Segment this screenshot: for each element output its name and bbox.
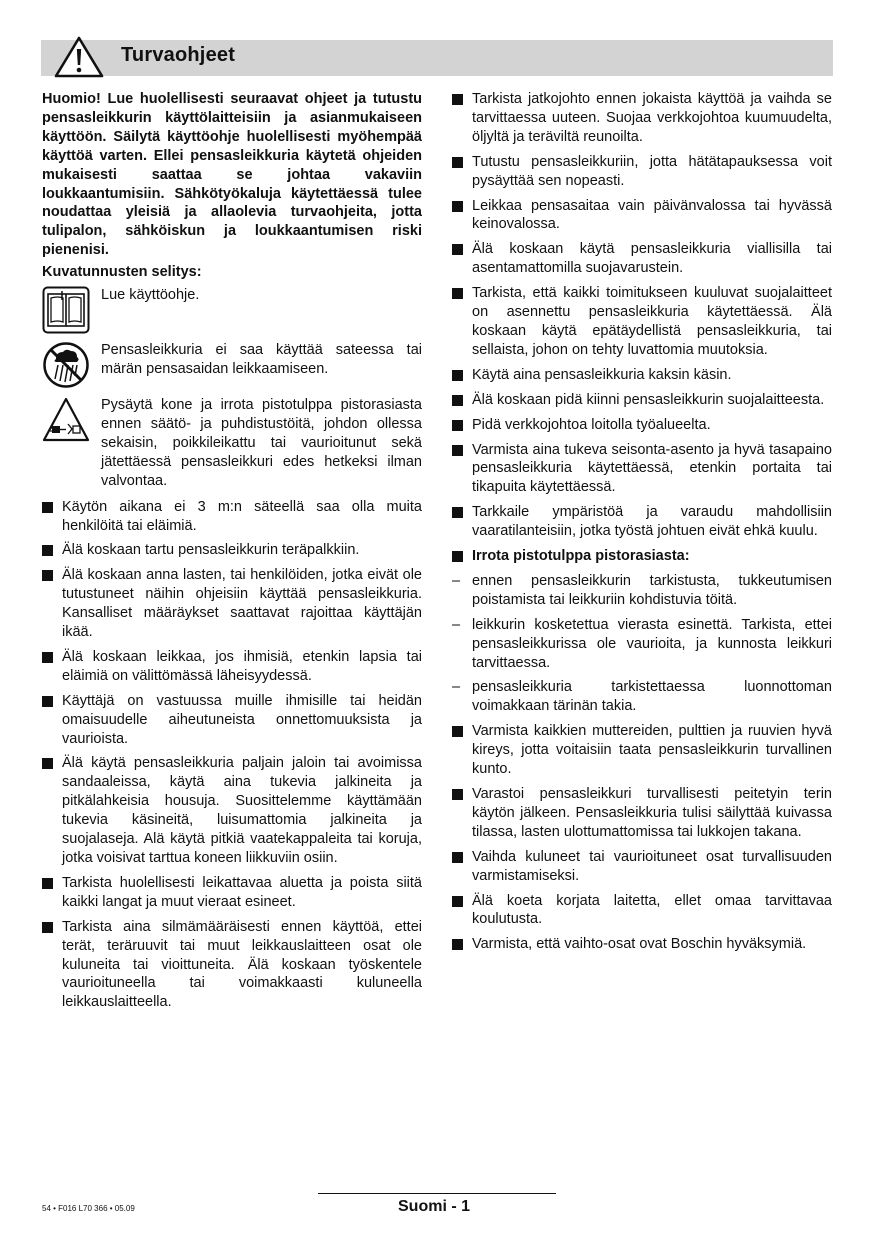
bullet-square-icon: [452, 507, 463, 518]
bullet-square-icon: [42, 652, 53, 663]
list-item: Varmista, että vaihto-osat ovat Boschin hyväksymiä.: [452, 935, 832, 954]
list-item: Tarkista huolellisesti leikattavaa aluetta ja poista siitä kaikki langat ja muut vieraat esineet.: [42, 874, 422, 912]
bullet-square-icon: [42, 696, 53, 707]
list-item: Älä koskaan leikkaa, jos ihmisiä, etenkin lapsia tai eläimiä on välittömässä läheisyydessä.: [42, 648, 422, 686]
unplug-heading-item: Irrota pistotulppa pistorasiasta:: [452, 547, 832, 566]
list-item: Tarkkaile ympäristöä ja varaudu mahdollisiin vaaratilanteisiin, jotka työstä johtuen eivät ehkä kuulu.: [452, 503, 832, 541]
list-item: Käytä aina pensasleikkuria kaksin käsin.: [452, 366, 832, 385]
bullet-square-icon: [452, 201, 463, 212]
list-item: Varmista aina tukeva seisonta-asento ja hyvä tasapaino pensasleikkuria käytettäessä, etenkin portaita tai tikapuita käytettäessä.: [452, 441, 832, 498]
list-item: Pidä verkkojohtoa loitolla työalueelta.: [452, 416, 832, 435]
section-title: Turvaohjeet: [121, 44, 236, 66]
bullet-square-icon: [452, 445, 463, 456]
section-header-bar: [41, 40, 833, 76]
symbol-text: Pysäytä kone ja irrota pistotulppa pistorasiasta ennen säätö- ja puhdistustöitä, johdon ollessa sekaisin, poikkileikattu tai vaurioitunut sekä jätettäessä pensasleikkuri edes hetkeksi ilman valvontaa.: [101, 397, 422, 489]
bullet-square-icon: [452, 370, 463, 381]
bullet-square-icon: [42, 758, 53, 769]
bullet-square-icon: [42, 502, 53, 513]
warning-triangle-icon: [53, 35, 105, 79]
list-item: Älä käytä pensasleikkuria paljain jaloin tai avoimissa sandaaleissa, käytä aina tukevia jalkineita ja pitkälahkeisia housuja. Suosittelemme käyttämään tukevia käsineitä, luisumattomia jalkineita ja suojalaseja. Alä käytä pitkiä vaatekappaleita tai koruja, jotka voisivat tarttua koneen liikkuviin osiin.: [42, 754, 422, 867]
list-item: Tarkista jatkojohto ennen jokaista käyttöä ja vaihda se tarvittaessa uuteen. Suojaa verkkojohtoa kuumuudelta, öljyltä ja teräviltä reunoilta.: [452, 90, 832, 147]
list-item: Älä koeta korjata laitetta, ellet omaa tarvittavaa koulutusta.: [452, 892, 832, 930]
page-number: Suomi - 1: [398, 1198, 471, 1215]
list-item: Tutustu pensasleikkuriin, jotta hätätapauksessa voit pysäyttää sen nopeasti.: [452, 153, 832, 191]
bullet-square-icon: [452, 939, 463, 950]
bullet-square-icon: [42, 922, 53, 933]
list-item: Älä koskaan käytä pensasleikkuria viallisilla tai asentamattomilla suojavarustein.: [452, 240, 832, 278]
bullet-square-icon: [42, 878, 53, 889]
bullet-square-icon: [452, 244, 463, 255]
symbol-row-unplug: [42, 396, 422, 491]
symbol-text: Pensasleikkuria ei saa käyttää sateessa tai märän pensasaidan leikkaamiseen.: [101, 342, 422, 377]
dash-item: – leikkurin kosketettua vierasta esinettä. Tarkista, ettei pensasleikkurissa ole vaurioita, ja kunnosta leikkuri tarvittaessa.: [452, 616, 832, 671]
bullet-square-icon: [452, 789, 463, 800]
symbol-row-no-rain: [42, 341, 422, 389]
right-column: [452, 90, 832, 960]
list-item: Älä koskaan anna lasten, tai henkilöiden, jotka eivät ole tutustuneet näihin ohjeisiin käyttää pensasleikkuria. Kansalliset määräykset saattavat rajoittaa käyttäjän ikää.: [42, 566, 422, 642]
list-item: Käyttäjä on vastuussa muille ihmisille tai heidän omaisuudelle aiheutuneista onnettomuuksista ja vaurioista.: [42, 692, 422, 749]
bullet-square-icon: [452, 726, 463, 737]
bullet-square-icon: [452, 395, 463, 406]
list-item: Leikkaa pensasaitaa vain päivänvalossa tai hyvässä keinovalossa.: [452, 197, 832, 235]
list-item: Älä koskaan pidä kiinni pensasleikkurin suojalaitteesta.: [452, 391, 832, 410]
list-item: Tarkista, että kaikki toimitukseen kuuluvat suojalaitteet on asennettu pensasleikkuria käytettäessä. Älä koskaan käytä epätäydellistä pensasleikkuria, tai sellaista, johon on tehty luvattomia muutoksia.: [452, 284, 832, 360]
list-item: Varastoi pensasleikkuri turvallisesti peitetyin terin käytön jälkeen. Pensasleikkuria tulisi säilyttää kuivassa tilassa, lasten ulottumattomissa tai lukkojen takana.: [452, 785, 832, 842]
bullet-square-icon: [452, 852, 463, 863]
list-item: Varmista kaikkien muttereiden, pulttien ja ruuvien hyvä kireys, jotta voitaisiin taata pensasleikkurin turvallinen kunto.: [452, 722, 832, 779]
bullet-square-icon: [452, 94, 463, 105]
read-manual-icon: [42, 286, 90, 334]
bullet-square-icon: [452, 420, 463, 431]
list-item: Tarkista aina silmämääräisesti ennen käyttöä, ettei terät, teräruuvit tai muut leikkauslaitteen osat ole kuluneita tai vioittuneita. Älä koskaan työskentele vaurioituneella tai voimakkaasti kuluneella leikkauslaitteella.: [42, 918, 422, 1013]
footer-divider: [318, 1193, 556, 1194]
no-rain-icon: [42, 341, 90, 389]
bullet-square-icon: [452, 896, 463, 907]
list-item: Vaihda kuluneet tai vaurioituneet osat turvallisuuden varmistamiseksi.: [452, 848, 832, 886]
intro-paragraph: Huomio! Lue huolellisesti seuraavat ohjeet ja tutustu pensasleikkurin käyttölaitteisiin ja asianmukaiseen käyttöön. Säilytä käyttöohje huolellisesti myöhempää käyttöä varten. Ellei pensasleikkuria käytetä ohjeiden mukaisesti saattaa se johtaa vakaviin loukkaantumisiin. Sähkötyökaluja käytettäessä tulee noudattaa yleisiä ja allaolevia turvaohjeita, jotta tulipalon, sähköiskun ja loukkaantumisen riski pienenisi.: [42, 91, 422, 259]
list-item: Käytön aikana ei 3 m:n säteellä saa olla muita henkilöitä tai eläimiä.: [42, 498, 422, 536]
legend-title: Kuvatunnusten selitys:: [42, 264, 202, 281]
unplug-warning-icon: [42, 396, 90, 444]
dash-item: – ennen pensasleikkurin tarkistusta, tukkeutumisen poistamista tai leikkuriin kohdistuvia töitä.: [452, 572, 832, 608]
bullet-square-icon: [452, 288, 463, 299]
list-item: Älä koskaan tartu pensasleikkurin teräpalkkiin.: [42, 541, 422, 560]
bullet-square-icon: [42, 570, 53, 581]
bullet-square-icon: [452, 551, 463, 562]
bullet-square-icon: [42, 545, 53, 556]
symbol-text: Lue käyttöohje.: [101, 287, 200, 304]
bullet-square-icon: [452, 157, 463, 168]
symbol-row-read-manual: [42, 286, 422, 334]
dash-item: – pensasleikkuria tarkistettaessa luonnottoman voimakkaan tärinän takia.: [452, 679, 832, 715]
document-code: 54 • F016 L70 366 • 05.09: [42, 1204, 135, 1213]
left-column: [42, 90, 422, 1018]
